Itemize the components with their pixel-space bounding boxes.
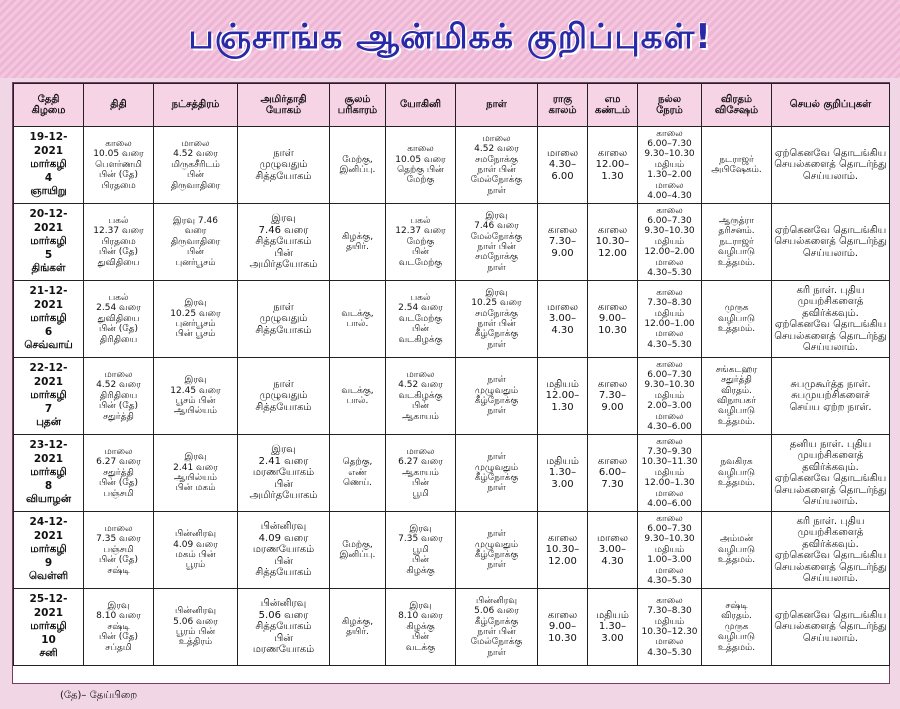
table-cell: மாலை 6.27 வரை சதுர்த்தி பின் (தே) பஞ்சமி	[84, 435, 154, 512]
date-cell: 20-12-2021 மார்கழி 5 திங்கள்	[14, 204, 84, 281]
table-cell: மதியம் 12.00– 1.30	[538, 358, 588, 435]
table-cell: மாலை 6.27 வரை ஆகாயம் பின் பூமி	[386, 435, 456, 512]
table-cell: பின்னிரவு 5.06 வரை கீழ்நோக்கு நாள் பின் மேல்நோக்கு நாள்	[456, 589, 538, 666]
table-row	[14, 589, 890, 666]
date-cell: 25-12-2021 மார்கழி 10 சனி	[14, 589, 84, 666]
table-row	[14, 281, 890, 358]
table-cell: காலை 6.00–7.30 9.30–10.30 மதியம் 1.00–3.00 மாலை 4.30–5.30	[638, 512, 702, 589]
table-cell: காலை 7.30– 9.00	[538, 204, 588, 281]
table-cell: நாள் முழுவதும் சித்தயோகம்	[238, 358, 330, 435]
table-cell: பின்னிரவு 5.06 வரை சித்தயோகம் பின் மரணயோகம்	[238, 589, 330, 666]
table-cell: மேற்கு, இனிப்பு.	[330, 127, 386, 204]
header-cell: நாள்	[456, 84, 538, 127]
title-banner	[0, 0, 900, 78]
table-cell: காலை 10.30– 12.00	[538, 512, 588, 589]
table-cell: கிழக்கு, தயிர்.	[330, 589, 386, 666]
table-row	[14, 358, 890, 435]
table-cell: தெற்கு, எண் ணெய்.	[330, 435, 386, 512]
table-cell: மதியம் 1.30– 3.00	[538, 435, 588, 512]
table-cell: தனிய நாள். புதிய முயற்சிகளைத் தவிர்க்கவும். ஏற்கெனவே தொடங்கிய செயல்களைத் தொடர்ந்து செய்யலாம்.	[772, 435, 890, 512]
table-cell: நாள் முழுவதும் சித்தயோகம்	[238, 127, 330, 204]
table-cell: மாலை 4.52 வரை வடகிழக்கு பின் ஆகாயம்	[386, 358, 456, 435]
header-cell: சூலம் பரிகாரம்	[330, 84, 386, 127]
table-cell: இரவு 8.10 வரை சஷ்டி பின் (தே) சப்தமி	[84, 589, 154, 666]
table-cell: மதியம் 1.30– 3.00	[588, 589, 638, 666]
table-cell: காலை 7.30–9.30 10.30–11.30 மதியம் 12.00–1.30 மாலை 4.00–6.00	[638, 435, 702, 512]
table-cell: பின்னிரவு 4.09 வரை மரணயோகம் பின் சித்தயோகம்	[238, 512, 330, 589]
table-cell: காலை 9.00– 10.30	[588, 281, 638, 358]
table-cell: காலை 6.00–7.30 9.30–10.30 மதியம் 2.00–3.00 மாலை 4.30–6.00	[638, 358, 702, 435]
date-cell: 24-12-2021 மார்கழி 9 வெள்ளி	[14, 512, 84, 589]
table-cell: வடக்கு, பால்.	[330, 281, 386, 358]
header-cell: நட்சத்திரம்	[154, 84, 238, 127]
table-cell: காலை 10.30– 12.00	[588, 204, 638, 281]
table-cell: இரவு 2.41 வரை மரணயோகம் பின் அமிர்தயோகம்	[238, 435, 330, 512]
table-cell: மாலை 4.52 வரை மிருகசீரிடம் பின் திருவாதிரை	[154, 127, 238, 204]
table-cell: சஷ்டி விரதம். முருக வழிபாடு உத்தமம்.	[702, 589, 772, 666]
table-cell: இரவு 8.10 வரை கிழக்கு பின் வடக்கு	[386, 589, 456, 666]
table-cell: காலை 7.30–8.30 மதியம் 12.00–1.00 மாலை 4.30–5.30	[638, 281, 702, 358]
table-cell: முருக வழிபாடு உத்தமம்.	[702, 281, 772, 358]
table-cell: கரி நாள். புதிய முயற்சிகளைத் தவிர்க்கவும். ஏற்கெனவே தொடங்கிய செயல்களைத் தொடர்ந்து செய்யலாம்.	[772, 512, 890, 589]
table-cell: பின்னிரவு 4.09 வரை மகம் பின் பூரம்	[154, 512, 238, 589]
table-cell: சங்கடஹர சதுர்த்தி விரதம். விநாயகர் வழிபாடு உத்தமம்.	[702, 358, 772, 435]
header-row	[14, 84, 890, 127]
table-row	[14, 435, 890, 512]
table-cell: காலை 6.00–7.30 9.30–10.30 மதியம் 1.30–2.00 மாலை 4.00–4.30	[638, 127, 702, 204]
table-cell: நாள் முழுவதும் கீழ்நோக்கு நாள்	[456, 358, 538, 435]
table-cell: மாலை 4.52 வரை சமநோக்கு நாள் பின் மேல்நோக்கு நாள்	[456, 127, 538, 204]
table-cell: காலை 12.00– 1.30	[588, 127, 638, 204]
table-cell: இரவு 10.25 வரை புனர்பூசம் பின் பூசம்	[154, 281, 238, 358]
table-cell: நாள் முழுவதும் கீழ்நோக்கு நாள்	[456, 435, 538, 512]
table-cell: ஏற்கெனவே தொடங்கிய செயல்களைத் தொடர்ந்து செய்யலாம்.	[772, 204, 890, 281]
table-cell: இரவு 7.46 வரை சித்தயோகம் பின் அமிர்தயோகம்	[238, 204, 330, 281]
header-cell: யோகினி	[386, 84, 456, 127]
table-cell: காலை 6.00– 7.30	[588, 435, 638, 512]
table-cell: மேற்கு, இனிப்பு.	[330, 512, 386, 589]
table-cell: சுபமுகூர்த்த நாள். சுபமுயற்சிகளைச் செய்ய ஏற்ற நாள்.	[772, 358, 890, 435]
table-cell: நாள் முழுவதும் கீழ்நோக்கு நாள்	[456, 512, 538, 589]
page-title: பஞ்சாங்க ஆன்மிகக் குறிப்புகள்!	[188, 17, 712, 57]
table-cell: இரவு 7.35 வரை பூமி பின் கிழக்கு	[386, 512, 456, 589]
header-cell: ராகு காலம்	[538, 84, 588, 127]
table-cell: காலை 10.05 வரை தெற்கு பின் மேற்கு	[386, 127, 456, 204]
table-cell: பகல் 12.37 வரை பிரதமை பின் (தே) துவிதியை	[84, 204, 154, 281]
table-cell: கிழக்கு, தயிர்.	[330, 204, 386, 281]
table-row	[14, 127, 890, 204]
header-cell: திதி	[84, 84, 154, 127]
table-cell: நவகிரக வழிபாடு உத்தமம்.	[702, 435, 772, 512]
table-cell: வடக்கு, பால்.	[330, 358, 386, 435]
table-cell: பின்னிரவு 5.06 வரை பூரம் பின் உத்திரம்	[154, 589, 238, 666]
table-body	[14, 127, 890, 666]
header-cell: அமிர்தாதி யோகம்	[238, 84, 330, 127]
table-cell: மாலை 3.00– 4.30	[588, 512, 638, 589]
table-cell: மாலை 3.00– 4.30	[538, 281, 588, 358]
table-cell: இரவு 12.45 வரை பூசம் பின் ஆயில்யம்	[154, 358, 238, 435]
table-cell: அம்மன் வழிபாடு உத்தமம்.	[702, 512, 772, 589]
table-cell: இரவு 10.25 வரை சமநோக்கு நாள் பின் கீழ்நோக்கு நாள்	[456, 281, 538, 358]
table-row	[14, 204, 890, 281]
date-cell: 23-12-2021 மார்கழி 8 வியாழன்	[14, 435, 84, 512]
table-cell: இரவு 7.46 வரை திருவாதிரை பின் புனர்பூசம்	[154, 204, 238, 281]
footnote: (தே)– தேய்பிறை	[60, 690, 138, 701]
table-cell: ஏற்கெனவே தொடங்கிய செயல்களைத் தொடர்ந்து செய்யலாம்.	[772, 589, 890, 666]
table-cell: காலை 9.00– 10.30	[538, 589, 588, 666]
table-cell: மாலை 4.52 வரை திரிதியை பின் (தே) சதுர்த்தி	[84, 358, 154, 435]
table-cell: கரி நாள். புதிய முயற்சிகளைத் தவிர்க்கவும். ஏற்கெனவே தொடங்கிய செயல்களைத் தொடர்ந்து செய்யலாம்.	[772, 281, 890, 358]
table-cell: பகல் 2.54 வரை வடமேற்கு பின் வடகிழக்கு	[386, 281, 456, 358]
table-cell: ஆருத்ரா தரிசனம். நடராஜர் வழிபாடு உத்தமம்.	[702, 204, 772, 281]
panchangam-table-board	[12, 82, 890, 684]
table-cell: காலை 6.00–7.30 9.30–10.30 மதியம் 12.00–2.00 மாலை 4.30–5.30	[638, 204, 702, 281]
panchangam-table	[13, 83, 890, 666]
header-cell: எம கண்டம்	[588, 84, 638, 127]
header-cell: நல்ல நேரம்	[638, 84, 702, 127]
table-cell: நடராஜர் அபிஷேகம்.	[702, 127, 772, 204]
date-cell: 22-12-2021 மார்கழி 7 புதன்	[14, 358, 84, 435]
header-cell: விரதம் விசேஷம்	[702, 84, 772, 127]
table-cell: காலை 7.30–8.30 மதியம் 10.30–12.30 மாலை 4.30–5.30	[638, 589, 702, 666]
header-cell: செயல் குறிப்புகள்	[772, 84, 890, 127]
table-cell: இரவு 7.46 வரை மேல்நோக்கு நாள் பின் சமநோக்கு நாள்	[456, 204, 538, 281]
table-cell: ஏற்கெனவே தொடங்கிய செயல்களைத் தொடர்ந்து செய்யலாம்.	[772, 127, 890, 204]
header-cell: தேதி கிழமை	[14, 84, 84, 127]
table-cell: பகல் 12.37 வரை மேற்கு பின் வடமேற்கு	[386, 204, 456, 281]
table-row	[14, 512, 890, 589]
date-cell: 21-12-2021 மார்கழி 6 செவ்வாய்	[14, 281, 84, 358]
table-cell: காலை 7.30– 9.00	[588, 358, 638, 435]
date-cell: 19-12-2021 மார்கழி 4 ஞாயிறு	[14, 127, 84, 204]
table-cell: காலை 10.05 வரை பௌர்ணமி பின் (தே) பிரதமை	[84, 127, 154, 204]
table-cell: மாலை 4.30– 6.00	[538, 127, 588, 204]
table-cell: மாலை 7.35 வரை பஞ்சமி பின் (தே) சஷ்டி	[84, 512, 154, 589]
table-cell: இரவு 2.41 வரை ஆயில்யம் பின் மகம்	[154, 435, 238, 512]
table-cell: நாள் முழுவதும் சித்தயோகம்	[238, 281, 330, 358]
table-cell: பகல் 2.54 வரை துவிதியை பின் (தே) திரிதியை	[84, 281, 154, 358]
